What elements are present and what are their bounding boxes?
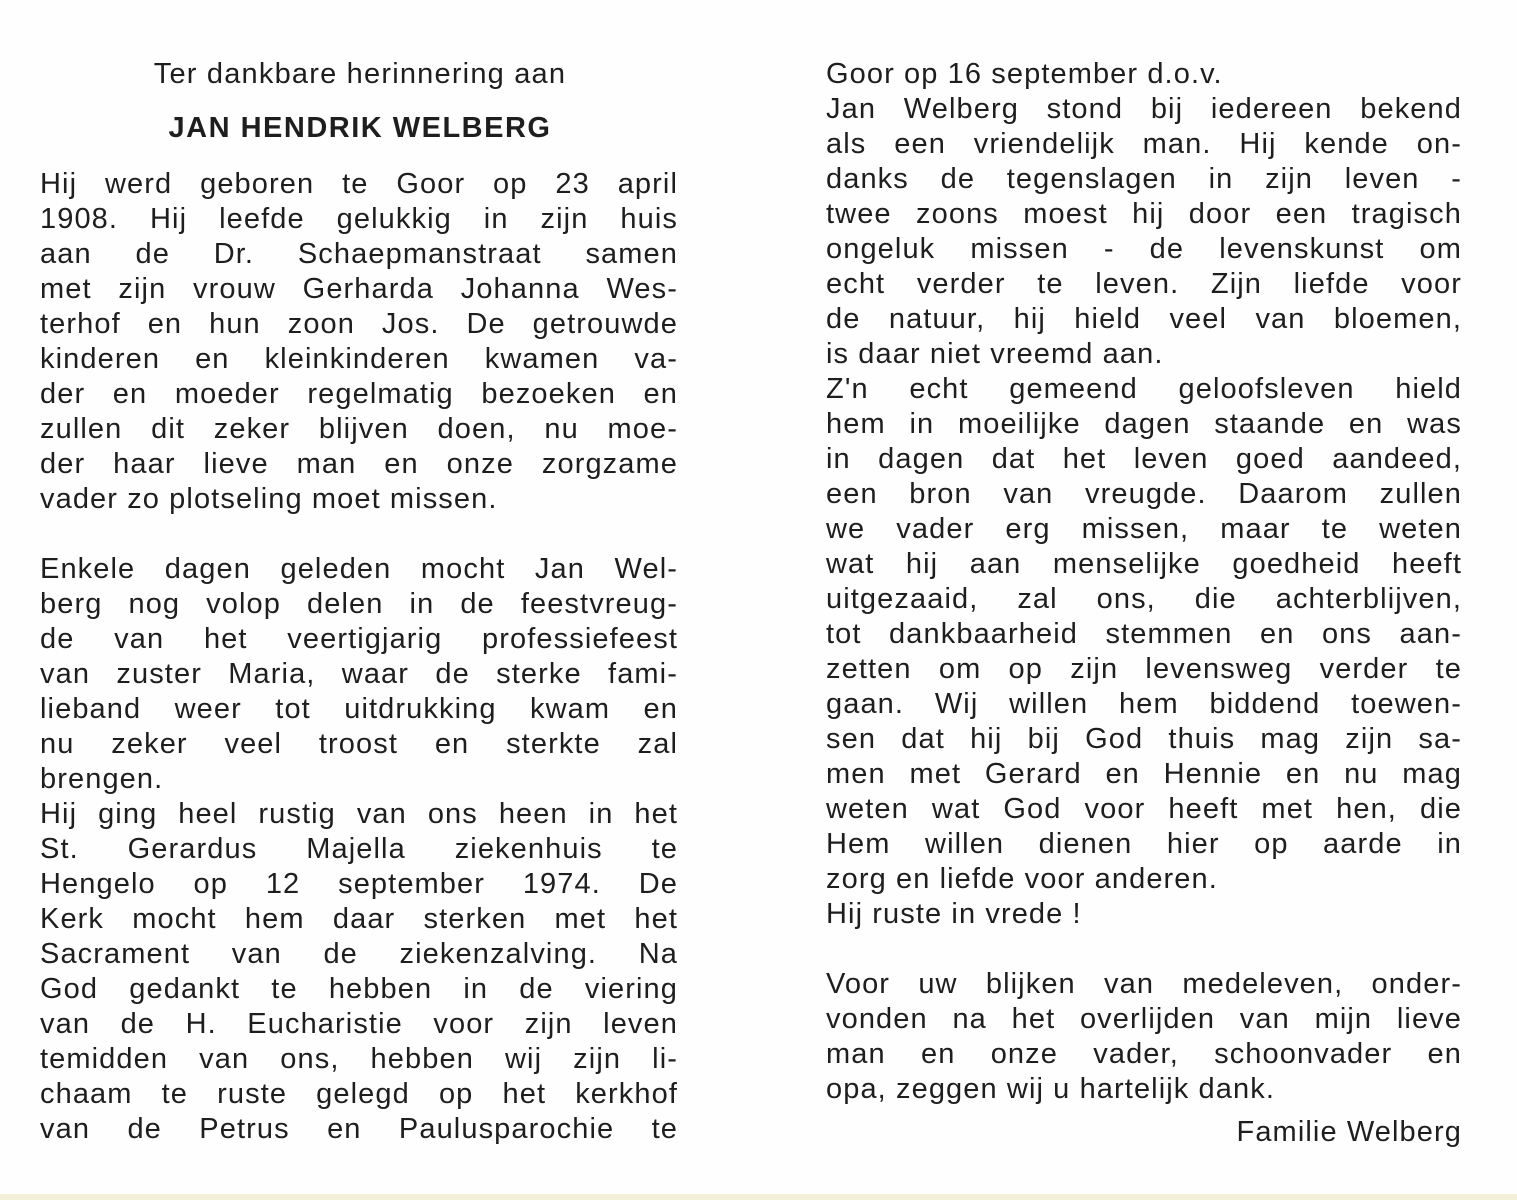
left-column-text (40, 167, 678, 1147)
text-line: met zijn vrouw Gerharda Johanna Wes- (40, 273, 678, 305)
text-line: vader zo plotseling moet missen. (40, 483, 498, 515)
text-line: van de Petrus en Paulusparochie te (40, 1113, 678, 1145)
text-line: Hengelo op 12 september 1974. De (40, 868, 678, 900)
text-line: hem in moeilijke dagen staande en was (826, 408, 1462, 440)
text-line: berg nog volop delen in de feestvreug- (40, 588, 678, 620)
text-line: Kerk mocht hem daar sterken met het (40, 903, 678, 935)
text-line: een bron van vreugde. Daarom zullen (826, 478, 1462, 510)
text-line: Z'n echt gemeend geloofsleven hield (826, 373, 1462, 405)
text-line: danks de tegenslagen in zijn leven - (826, 163, 1462, 195)
text-line: Enkele dagen geleden mocht Jan Wel- (40, 553, 678, 585)
text-line: sen dat hij bij God thuis mag zijn sa- (826, 723, 1462, 755)
text-line: we vader erg missen, maar te weten (826, 513, 1462, 545)
text-line: tot dankbaarheid stemmen en ons aan- (826, 618, 1462, 650)
text-line: God gedankt te hebben in de viering (40, 973, 678, 1005)
text-line: Goor op 16 september d.o.v. (826, 58, 1223, 90)
text-line: zullen dit zeker blijven doen, nu moe- (40, 413, 678, 445)
text-line: van de H. Eucharistie voor zijn leven (40, 1008, 678, 1040)
text-line: twee zoons moest hij door een tragisch (826, 198, 1462, 230)
text-line: ongeluk missen - de levenskunst om (826, 233, 1462, 265)
text-line: temidden van ons, hebben wij zijn li- (40, 1043, 678, 1075)
text-line: echt verder te leven. Zijn liefde voor (826, 268, 1462, 300)
text-line: Hij ruste in vrede ! (826, 898, 1082, 930)
text-line: man en onze vader, schoonvader en (826, 1038, 1462, 1070)
text-line: Jan Welberg stond bij iedereen bekend (826, 93, 1462, 125)
text-line: terhof en hun zoon Jos. De getrouwde (40, 308, 678, 340)
text-line: opa, zeggen wij u hartelijk dank. (826, 1073, 1275, 1105)
text-line: St. Gerardus Majella ziekenhuis te (40, 833, 678, 865)
text-line: der haar lieve man en onze zorgzame (40, 448, 678, 480)
text-line: nu zeker veel troost en sterkte zal (40, 728, 678, 760)
signature-line: Familie Welberg (1236, 1116, 1462, 1148)
paragraph-gap (826, 932, 1462, 967)
text-line: is daar niet vreemd aan. (826, 338, 1164, 370)
text-line: Hem willen dienen hier op aarde in (826, 828, 1462, 860)
text-line: der en moeder regelmatig bezoeken en (40, 378, 678, 410)
paragraph-gap (40, 517, 678, 552)
text-line: zetten om op zijn levensweg verder te (826, 653, 1462, 685)
text-line: als een vriendelijk man. Hij kende on- (826, 128, 1462, 160)
text-line: 1908. Hij leefde gelukkig in zijn huis (40, 203, 678, 235)
text-line: weten wat God voor heeft met hen, die (826, 793, 1462, 825)
text-line: van zuster Maria, waar de sterke fami- (40, 658, 678, 690)
text-line: brengen. (40, 763, 164, 795)
text-line: chaam te ruste gelegd op het kerkhof (40, 1078, 678, 1110)
text-line: kinderen en kleinkinderen kwamen va- (40, 343, 678, 375)
text-line: lieband weer tot uitdrukking kwam en (40, 693, 678, 725)
text-line: aan de Dr. Schaepmanstraat samen (40, 238, 678, 270)
text-line: vonden na het overlijden van mijn lieve (826, 1003, 1462, 1035)
text-line: Voor uw blijken van medeleven, onder- (826, 968, 1462, 1000)
text-line: gaan. Wij willen hem biddend toewen- (826, 688, 1462, 720)
text-line: wat hij aan menselijke goedheid heeft (826, 548, 1462, 580)
right-column-text (826, 57, 1462, 1150)
deceased-name: JAN HENDRIK WELBERG (168, 112, 552, 144)
text-line: in dagen dat het leven goed aandeed, (826, 443, 1462, 475)
text-line: zorg en liefde voor anderen. (826, 863, 1218, 895)
text-line: de natuur, hij hield veel van bloemen, (826, 303, 1462, 335)
text-line: uitgezaaid, zal ons, die achterblijven, (826, 583, 1462, 615)
text-line: Hij werd geboren te Goor op 23 april (40, 168, 678, 200)
scan-edge (0, 1194, 1517, 1200)
card-intro: Ter dankbare herinnering aan (153, 58, 567, 90)
text-line: men met Gerard en Hennie en nu mag (826, 758, 1462, 790)
text-line: de van het veertigjarig professiefeest (40, 623, 678, 655)
text-line: Sacrament van de ziekenzalving. Na (40, 938, 678, 970)
text-line: Hij ging heel rustig van ons heen in het (40, 798, 678, 830)
